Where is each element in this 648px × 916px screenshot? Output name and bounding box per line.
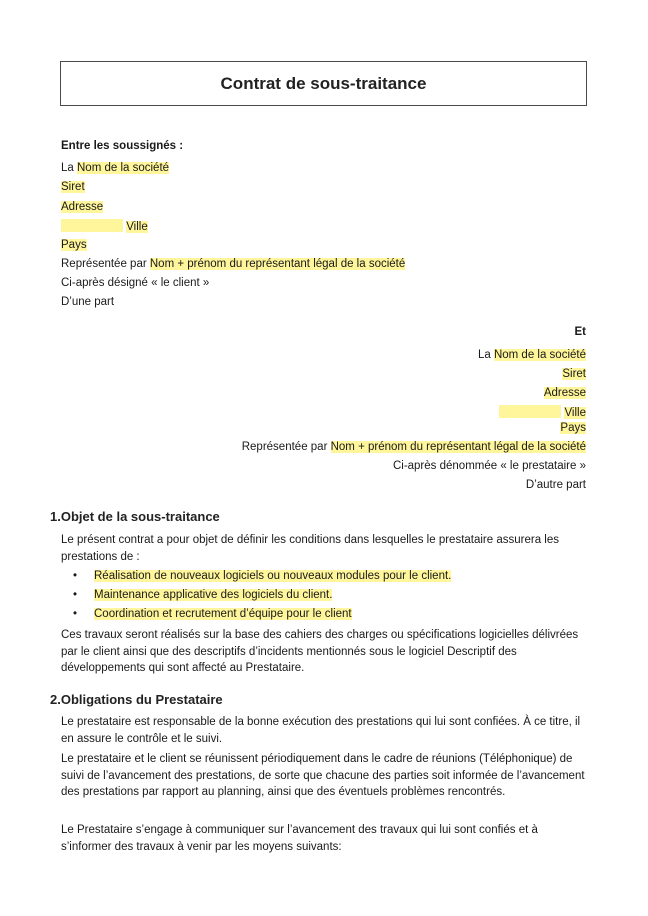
client-postcode-field[interactable] bbox=[61, 219, 123, 232]
client-address-field[interactable]: Adresse bbox=[61, 201, 104, 213]
document-title-text: Contrat de sous-traitance bbox=[220, 73, 427, 93]
provider-city-line bbox=[499, 405, 586, 420]
client-country-line bbox=[61, 238, 87, 252]
document-title bbox=[60, 61, 587, 106]
bullet-item bbox=[94, 569, 451, 583]
client-address-line bbox=[61, 200, 103, 214]
client-name-line bbox=[61, 161, 169, 175]
bullet-item bbox=[94, 588, 332, 602]
provider-rep-field[interactable]: Nom + prénom du représentant légal de la société bbox=[330, 441, 586, 453]
section2-paragraph-2: Le prestataire et le client se réunissent périodiquement dans le cadre de réunions (Téléphonique) de suivi de l’avancement des prestations, de sorte que chacune des parties soit informée de l’avancement des prestations par rapport au planning, ainsi que des éventuels problèmes rencontrés. bbox=[61, 753, 585, 798]
provider-name-line bbox=[478, 348, 586, 362]
client-country-field[interactable]: Pays bbox=[61, 239, 87, 251]
and-label: Et bbox=[574, 326, 586, 338]
section1-intro: Le présent contrat a pour objet de définir les conditions dans lesquelles le prestataire assurera les prestations de : bbox=[61, 534, 559, 563]
bullet-item bbox=[94, 607, 352, 621]
client-name-prefix: La bbox=[61, 162, 74, 174]
bullet-item-text: Réalisation de nouveaux logiciels ou nouveaux modules pour le client. bbox=[94, 570, 452, 582]
section2-paragraph-1: Le prestataire est responsable de la bonne exécution des prestations qui lui sont confiées. À ce titre, il en assure le contrôle et le suivi. bbox=[61, 716, 581, 745]
provider-address-field[interactable]: Adresse bbox=[543, 387, 586, 399]
bullet-marker: • bbox=[73, 608, 78, 620]
provider-postcode-field[interactable] bbox=[499, 405, 561, 418]
client-rep-prefix: Représentée par bbox=[61, 258, 147, 270]
section1-outro: Ces travaux seront réalisés sur la base des cahiers des charges ou spécifications logicielles délivrées par le client ainsi que des descriptifs d’incidents mentionnés sous le logiciel Descriptif des développements qui sont affecté au Prestataire. bbox=[61, 629, 579, 674]
provider-city-field[interactable]: Ville bbox=[564, 407, 586, 419]
client-rep-line bbox=[61, 257, 405, 271]
client-rep-field[interactable]: Nom + prénom du représentant légal de la société bbox=[149, 258, 406, 270]
provider-country-field[interactable]: Pays bbox=[560, 422, 586, 434]
provider-rep-prefix: Représentée par bbox=[241, 441, 328, 453]
client-city-field[interactable]: Ville bbox=[126, 221, 148, 233]
provider-country-line bbox=[560, 421, 586, 435]
provider-designation: Ci-après dénommée « le prestataire » bbox=[392, 460, 586, 472]
provider-name-field[interactable]: Nom de la société bbox=[493, 349, 586, 361]
bullet-item-text: Maintenance applicative des logiciels du client. bbox=[94, 589, 333, 601]
client-siret-line bbox=[61, 180, 85, 194]
section2-heading: 2.Obligations du Prestataire bbox=[50, 692, 223, 707]
client-siret-field[interactable]: Siret bbox=[61, 181, 85, 193]
provider-siret-field[interactable]: Siret bbox=[562, 368, 586, 380]
client-city-line bbox=[61, 219, 148, 234]
client-part: D’une part bbox=[61, 296, 115, 308]
provider-siret-line bbox=[562, 367, 586, 381]
provider-part: D’autre part bbox=[525, 479, 586, 491]
section1-heading: 1.Objet de la sous-traitance bbox=[50, 509, 220, 524]
client-designation: Ci-après désigné « le client » bbox=[61, 277, 210, 289]
parties-intro: Entre les soussignés : bbox=[61, 140, 184, 152]
provider-rep-line bbox=[242, 440, 586, 454]
section2-paragraph-3: Le Prestataire s’engage à communiquer sur l’avancement des travaux qui lui sont confiés et à s’informer des travaux à venir par les moyens suivants: bbox=[61, 824, 538, 853]
client-name-field[interactable]: Nom de la société bbox=[77, 162, 170, 174]
bullet-item-text: Coordination et recrutement d’équipe pour le client bbox=[94, 608, 352, 620]
provider-address-line bbox=[544, 386, 586, 400]
provider-name-prefix: La bbox=[477, 349, 491, 361]
bullet-marker: • bbox=[73, 570, 78, 582]
bullet-marker: • bbox=[73, 589, 78, 601]
